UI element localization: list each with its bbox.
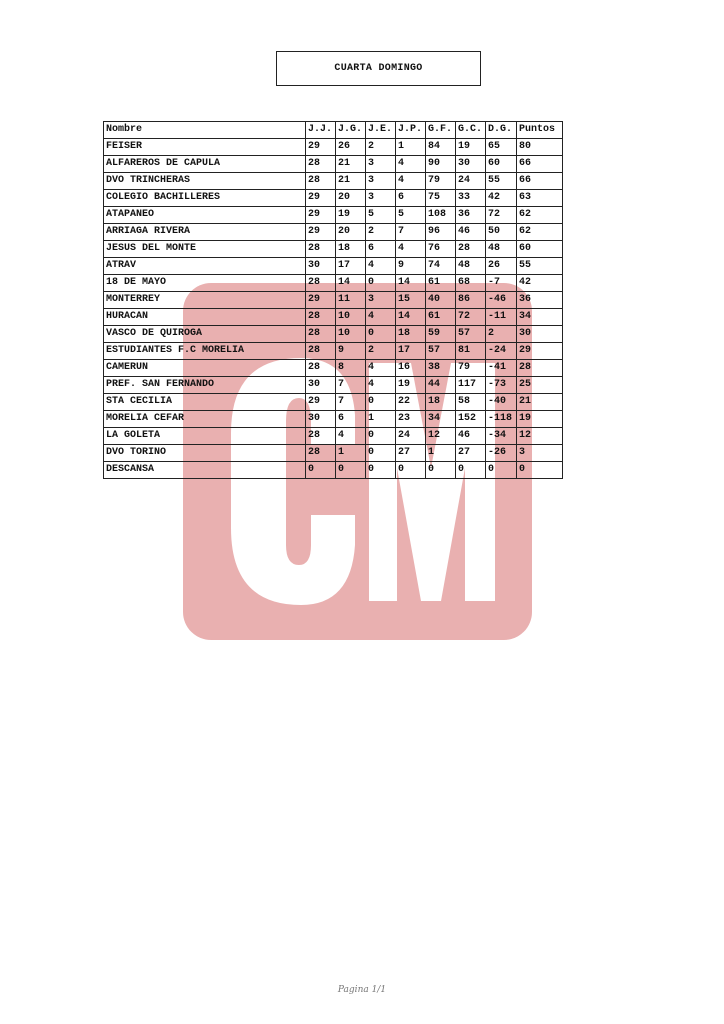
cell-name: FEISER (104, 139, 306, 156)
cell-jg: 10 (336, 326, 366, 343)
cell-jj: 28 (306, 343, 336, 360)
cell-gf: 38 (426, 360, 456, 377)
table-row (104, 241, 563, 258)
cell-puntos: 63 (517, 190, 563, 207)
cell-gc: 28 (456, 241, 486, 258)
column-header-gf: G.F. (426, 122, 456, 139)
cell-jj: 29 (306, 224, 336, 241)
table-row (104, 445, 563, 462)
cell-dg: -118 (486, 411, 517, 428)
cell-je: 3 (366, 190, 396, 207)
cell-jp: 27 (396, 445, 426, 462)
cell-name: 18 DE MAYO (104, 275, 306, 292)
column-header-jp: J.P. (396, 122, 426, 139)
cell-dg: 55 (486, 173, 517, 190)
cell-puntos: 30 (517, 326, 563, 343)
cell-name: MONTERREY (104, 292, 306, 309)
cell-jg: 7 (336, 377, 366, 394)
cell-je: 3 (366, 173, 396, 190)
cell-jp: 4 (396, 156, 426, 173)
cell-gf: 40 (426, 292, 456, 309)
cell-name: DVO TORINO (104, 445, 306, 462)
page-footer: Pagina 1/1 (337, 985, 387, 995)
cell-jp: 9 (396, 258, 426, 275)
cell-je: 0 (366, 326, 396, 343)
cell-gc: 30 (456, 156, 486, 173)
cell-jj: 28 (306, 445, 336, 462)
cell-jg: 6 (336, 411, 366, 428)
cell-puntos: 62 (517, 207, 563, 224)
table-row (104, 394, 563, 411)
cell-gc: 46 (456, 224, 486, 241)
table-row (104, 292, 563, 309)
cell-puntos: 36 (517, 292, 563, 309)
cell-je: 4 (366, 258, 396, 275)
cell-gc: 24 (456, 173, 486, 190)
cell-je: 6 (366, 241, 396, 258)
cell-jg: 20 (336, 224, 366, 241)
cell-puntos: 62 (517, 224, 563, 241)
cell-jj: 28 (306, 156, 336, 173)
cell-name: MORELIA CEFAR (104, 411, 306, 428)
cell-jj: 28 (306, 326, 336, 343)
cell-gc: 48 (456, 258, 486, 275)
cell-gf: 18 (426, 394, 456, 411)
cell-je: 2 (366, 224, 396, 241)
cell-dg: -11 (486, 309, 517, 326)
cell-jg: 21 (336, 156, 366, 173)
cell-jg: 17 (336, 258, 366, 275)
cell-puntos: 3 (517, 445, 563, 462)
cell-jj: 30 (306, 258, 336, 275)
table-row (104, 326, 563, 343)
cell-jp: 1 (396, 139, 426, 156)
cell-puntos: 21 (517, 394, 563, 411)
cell-jg: 18 (336, 241, 366, 258)
cell-dg: -73 (486, 377, 517, 394)
cell-puntos: 42 (517, 275, 563, 292)
cell-jp: 4 (396, 173, 426, 190)
column-header-name: Nombre (104, 122, 306, 139)
cell-gf: 84 (426, 139, 456, 156)
table-row (104, 139, 563, 156)
cell-name: ARRIAGA RIVERA (104, 224, 306, 241)
table-header (104, 122, 563, 139)
cell-gf: 108 (426, 207, 456, 224)
cell-jj: 0 (306, 462, 336, 479)
cell-name: COLEGIO BACHILLERES (104, 190, 306, 207)
cell-gc: 79 (456, 360, 486, 377)
cell-jg: 9 (336, 343, 366, 360)
cell-gf: 59 (426, 326, 456, 343)
table-row (104, 462, 563, 479)
cell-gc: 27 (456, 445, 486, 462)
cell-name: ESTUDIANTES F.C MORELIA (104, 343, 306, 360)
cell-je: 0 (366, 394, 396, 411)
cell-je: 0 (366, 428, 396, 445)
cell-jj: 29 (306, 394, 336, 411)
cell-je: 2 (366, 343, 396, 360)
cell-je: 3 (366, 292, 396, 309)
cell-jg: 10 (336, 309, 366, 326)
table-row (104, 309, 563, 326)
column-header-puntos: Puntos (517, 122, 563, 139)
cell-dg: 2 (486, 326, 517, 343)
cell-name: ATAPANEO (104, 207, 306, 224)
cell-dg: 72 (486, 207, 517, 224)
cell-je: 0 (366, 275, 396, 292)
cell-je: 5 (366, 207, 396, 224)
cell-gf: 57 (426, 343, 456, 360)
table-row (104, 343, 563, 360)
cell-dg: 60 (486, 156, 517, 173)
cell-puntos: 25 (517, 377, 563, 394)
standings-table (103, 121, 563, 479)
cell-name: CAMERUN (104, 360, 306, 377)
table-row (104, 360, 563, 377)
cell-name: LA GOLETA (104, 428, 306, 445)
cell-jg: 8 (336, 360, 366, 377)
cell-gc: 57 (456, 326, 486, 343)
cell-je: 2 (366, 139, 396, 156)
cell-puntos: 19 (517, 411, 563, 428)
cell-gf: 74 (426, 258, 456, 275)
cell-gc: 117 (456, 377, 486, 394)
cell-jg: 0 (336, 462, 366, 479)
cell-gf: 0 (426, 462, 456, 479)
cell-gf: 12 (426, 428, 456, 445)
cell-puntos: 12 (517, 428, 563, 445)
cell-jp: 19 (396, 377, 426, 394)
table-row (104, 224, 563, 241)
cell-jj: 28 (306, 173, 336, 190)
table-row (104, 173, 563, 190)
cell-gf: 75 (426, 190, 456, 207)
cell-puntos: 80 (517, 139, 563, 156)
cell-jg: 1 (336, 445, 366, 462)
cell-name: ALFAREROS DE CAPULA (104, 156, 306, 173)
cell-puntos: 66 (517, 173, 563, 190)
column-header-je: J.E. (366, 122, 396, 139)
column-header-gc: G.C. (456, 122, 486, 139)
cell-dg: 65 (486, 139, 517, 156)
cell-jp: 16 (396, 360, 426, 377)
cell-je: 3 (366, 156, 396, 173)
cell-gf: 61 (426, 275, 456, 292)
cell-name: JESUS DEL MONTE (104, 241, 306, 258)
table-row (104, 190, 563, 207)
cell-gf: 79 (426, 173, 456, 190)
cell-name: HURACAN (104, 309, 306, 326)
cell-puntos: 28 (517, 360, 563, 377)
table-row (104, 275, 563, 292)
cell-name: DVO TRINCHERAS (104, 173, 306, 190)
header-row (104, 122, 563, 139)
column-header-dg: D.G. (486, 122, 517, 139)
cell-jj: 29 (306, 292, 336, 309)
cell-gc: 152 (456, 411, 486, 428)
cell-jg: 11 (336, 292, 366, 309)
cell-jp: 23 (396, 411, 426, 428)
page-title: CUARTA DOMINGO (276, 51, 481, 86)
cell-name: DESCANSA (104, 462, 306, 479)
cell-dg: -24 (486, 343, 517, 360)
cell-name: PREF. SAN FERNANDO (104, 377, 306, 394)
cell-jj: 28 (306, 360, 336, 377)
cell-gc: 58 (456, 394, 486, 411)
cell-dg: -26 (486, 445, 517, 462)
cell-gf: 44 (426, 377, 456, 394)
cell-je: 4 (366, 377, 396, 394)
cell-gc: 72 (456, 309, 486, 326)
cell-je: 0 (366, 445, 396, 462)
cell-jg: 21 (336, 173, 366, 190)
cell-jp: 6 (396, 190, 426, 207)
cell-jg: 19 (336, 207, 366, 224)
cell-dg: -46 (486, 292, 517, 309)
cell-dg: -34 (486, 428, 517, 445)
table-row (104, 156, 563, 173)
cell-gf: 76 (426, 241, 456, 258)
cell-jp: 22 (396, 394, 426, 411)
cell-jg: 4 (336, 428, 366, 445)
cell-name: STA CECILIA (104, 394, 306, 411)
cell-je: 4 (366, 309, 396, 326)
cell-jj: 28 (306, 241, 336, 258)
cell-name: VASCO DE QUIROGA (104, 326, 306, 343)
table-body (104, 139, 563, 479)
cell-dg: -7 (486, 275, 517, 292)
cell-jp: 15 (396, 292, 426, 309)
cell-jp: 24 (396, 428, 426, 445)
table-row (104, 258, 563, 275)
cell-gc: 81 (456, 343, 486, 360)
cell-jp: 4 (396, 241, 426, 258)
table-row (104, 377, 563, 394)
cell-jg: 26 (336, 139, 366, 156)
cell-jj: 29 (306, 139, 336, 156)
cell-puntos: 29 (517, 343, 563, 360)
cell-je: 4 (366, 360, 396, 377)
cell-gc: 0 (456, 462, 486, 479)
cell-jg: 7 (336, 394, 366, 411)
cell-puntos: 66 (517, 156, 563, 173)
cell-jj: 30 (306, 377, 336, 394)
cell-dg: 50 (486, 224, 517, 241)
cell-puntos: 60 (517, 241, 563, 258)
column-header-jj: J.J. (306, 122, 336, 139)
cell-dg: -41 (486, 360, 517, 377)
cell-dg: 26 (486, 258, 517, 275)
cell-jj: 30 (306, 411, 336, 428)
column-header-jg: J.G. (336, 122, 366, 139)
cell-jj: 28 (306, 275, 336, 292)
cell-gf: 34 (426, 411, 456, 428)
cell-gc: 19 (456, 139, 486, 156)
cell-gc: 68 (456, 275, 486, 292)
cell-jp: 18 (396, 326, 426, 343)
cell-dg: 48 (486, 241, 517, 258)
cell-jp: 0 (396, 462, 426, 479)
table-row (104, 411, 563, 428)
cell-jg: 20 (336, 190, 366, 207)
cell-jp: 14 (396, 309, 426, 326)
cell-gc: 86 (456, 292, 486, 309)
cell-jp: 17 (396, 343, 426, 360)
cell-je: 0 (366, 462, 396, 479)
cell-puntos: 0 (517, 462, 563, 479)
cell-jp: 7 (396, 224, 426, 241)
cell-jg: 14 (336, 275, 366, 292)
cell-dg: 42 (486, 190, 517, 207)
cell-dg: -40 (486, 394, 517, 411)
cell-dg: 0 (486, 462, 517, 479)
cell-gf: 96 (426, 224, 456, 241)
cell-jj: 28 (306, 428, 336, 445)
table-row (104, 428, 563, 445)
cell-gc: 46 (456, 428, 486, 445)
cell-gf: 61 (426, 309, 456, 326)
cell-jj: 28 (306, 309, 336, 326)
cell-jj: 29 (306, 190, 336, 207)
cell-jp: 14 (396, 275, 426, 292)
cell-puntos: 55 (517, 258, 563, 275)
cell-je: 1 (366, 411, 396, 428)
table-row (104, 207, 563, 224)
cell-puntos: 34 (517, 309, 563, 326)
cell-gc: 36 (456, 207, 486, 224)
cell-name: ATRAV (104, 258, 306, 275)
cell-gf: 1 (426, 445, 456, 462)
cell-gf: 90 (426, 156, 456, 173)
cell-jp: 5 (396, 207, 426, 224)
cell-gc: 33 (456, 190, 486, 207)
cell-jj: 29 (306, 207, 336, 224)
